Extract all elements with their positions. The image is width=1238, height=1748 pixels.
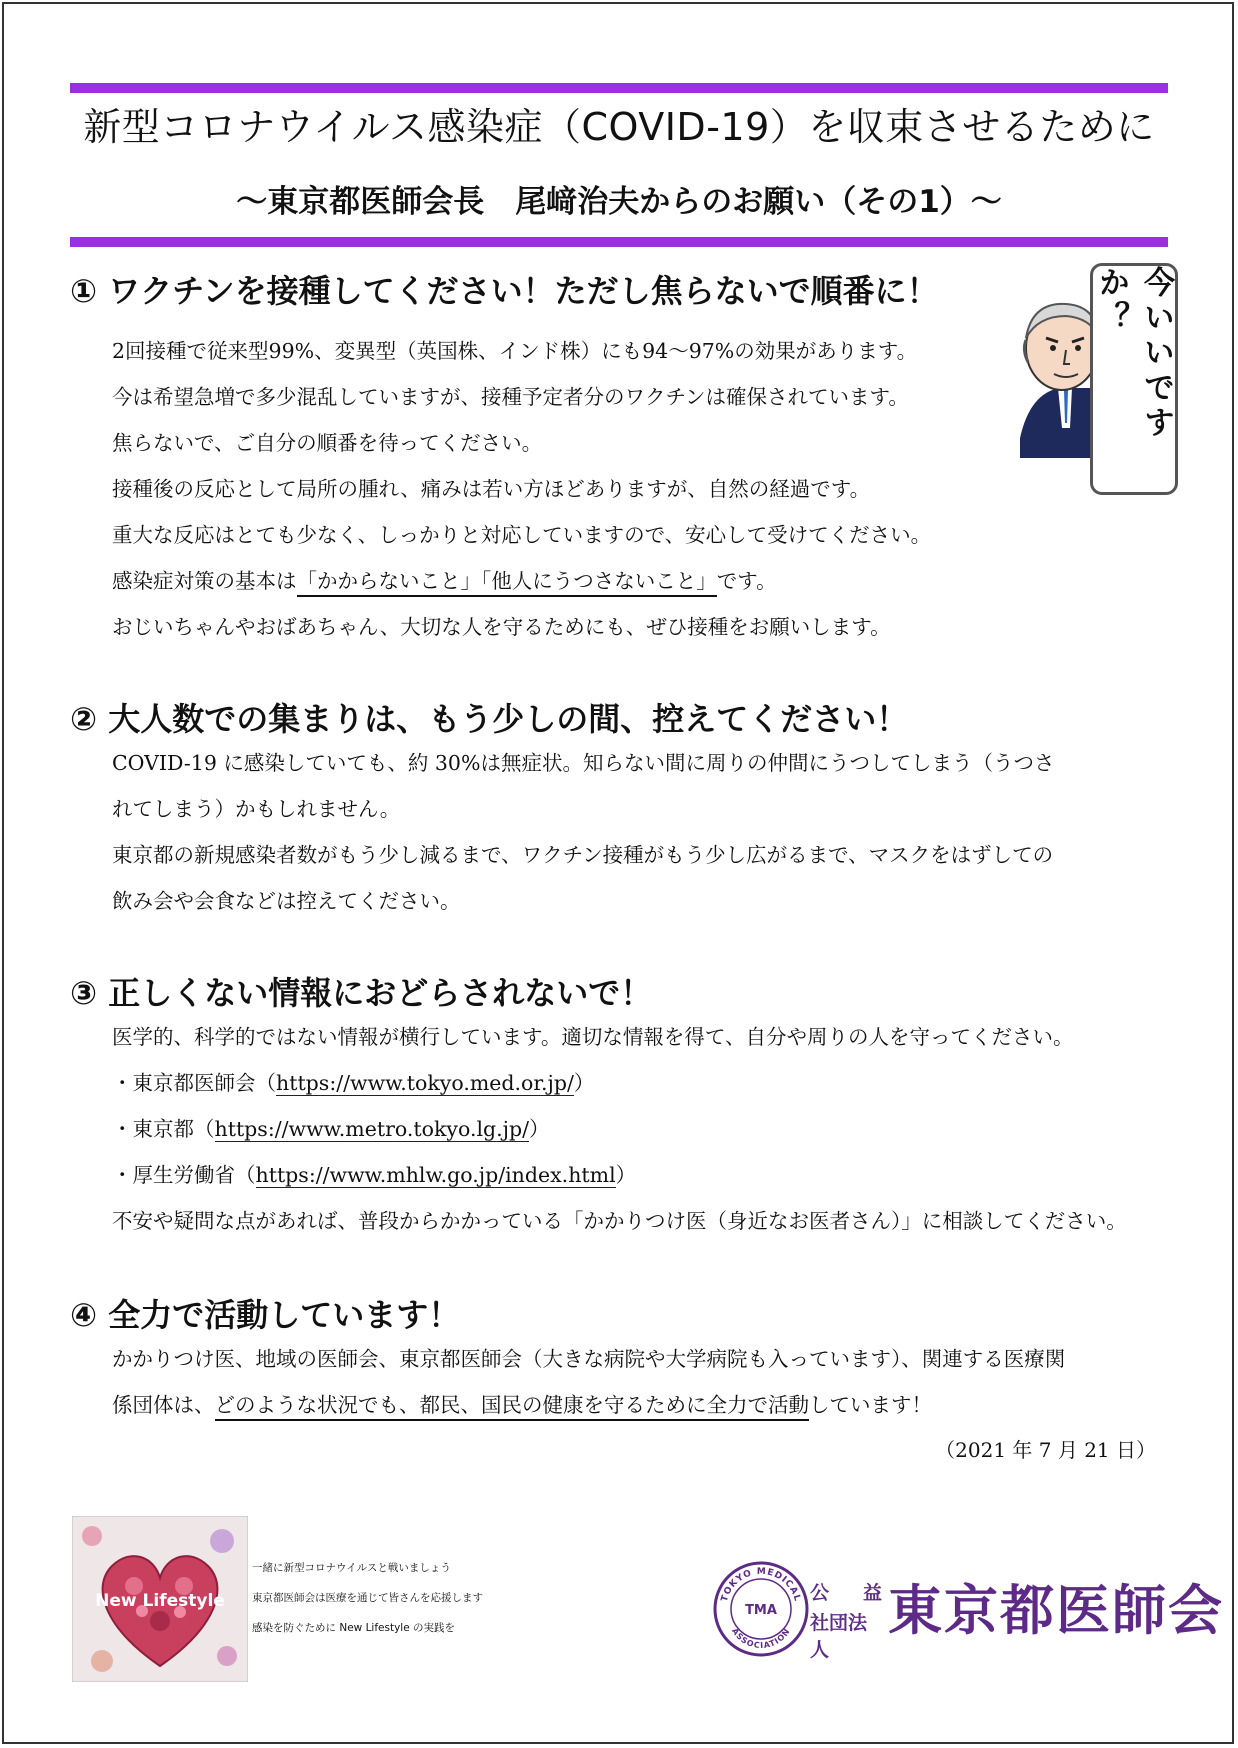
org-kind-label: 社団法人 — [810, 1612, 868, 1661]
section-1-line: 今は希望急増で多少混乱していますが、接種予定者分のワクチンは確保されています。 — [112, 385, 909, 409]
section-1-line: おじいちゃんやおばあちゃん、大切な人を守るためにも、ぜひ接種をお願いします。 — [112, 615, 891, 639]
doctor-illustration — [1010, 288, 1100, 458]
link-label: ・東京都（ — [112, 1117, 215, 1141]
link-url-mhlw[interactable]: https://www.mhlw.go.jp/index.html — [255, 1163, 616, 1187]
link-close: ） — [615, 1163, 637, 1187]
issue-date: （2021 年 7 月 21 日） — [935, 1438, 1156, 1462]
link-label: ・東京都医師会（ — [112, 1071, 276, 1095]
org-kind — [810, 1578, 882, 1661]
footer-tagline: 感染を防ぐために New Lifestyle の実践を — [252, 1622, 456, 1634]
section-3-intro: 医学的、科学的ではない情報が横行しています。適切な情報を得て、自分や周りの人を守ってください。 — [112, 1025, 1074, 1049]
basic-measures-prefix: 感染症対策の基本は — [112, 569, 297, 593]
section-1-line: 重大な反応はとても少なく、しっかりと対応していますので、安心して受けてください。 — [112, 523, 932, 547]
commitment-prefix: 係団体は、 — [112, 1393, 215, 1417]
link-close: ） — [529, 1117, 550, 1141]
tma-seal-logo — [712, 1560, 810, 1658]
section-1-line — [112, 558, 931, 604]
commitment-suffix: しています！ — [809, 1393, 932, 1417]
section-2-body — [112, 740, 1054, 924]
page-subtitle: ～東京都医師会長 尾﨑治夫からのお願い（その1）～ — [236, 184, 1002, 220]
seal-top-text: TOKYO MEDICAL — [719, 1566, 803, 1604]
section-2-heading: ② 大人数での集まりは、もう少しの間、控えてください！ — [70, 700, 909, 738]
section-2-line: COVID-19 に感染していても、約 30%は無症状。知らない間に周りの仲間にうつしてしまう（うつさ — [112, 751, 1055, 775]
seal-bottom-text: ASSOCIATION — [729, 1626, 793, 1651]
section-4-body — [112, 1336, 1065, 1428]
seal-center-text: TMA — [745, 1603, 777, 1618]
speech-bubble — [1090, 263, 1178, 495]
section-1-line: 2回接種で従来型99%、変異型（英国株、インド株）にも94～97%の効果があります。 — [112, 339, 918, 363]
section-1-line: 接種後の反応として局所の腫れ、痛みは若い方ほどありますが、自然の経過です。 — [112, 477, 871, 501]
section-4-line: かかりつけ医、地域の医師会、東京都医師会（大きな病院や大学病院も入っています）、関連する医療関 — [112, 1347, 1066, 1371]
org-kind-char: 益 — [862, 1582, 882, 1604]
section-2-line: れてしまう）かもしれません。 — [112, 797, 401, 821]
section-4-heading: ④ 全力で活動しています！ — [70, 1296, 461, 1334]
link-url-tokyo-metro[interactable]: https://www.metro.tokyo.lg.jp/ — [214, 1117, 530, 1141]
top-accent-rule — [70, 83, 1168, 93]
section-4-line — [112, 1382, 1065, 1428]
page-title: 新型コロナウイルス感染症（COVID-19）を収束させるために — [83, 105, 1155, 149]
org-kind-char: 公 — [810, 1582, 830, 1604]
footer-tagline: 一緒に新型コロナウイルスと戦いましょう — [252, 1562, 451, 1574]
speech-bubble-text: 今いいですか？ — [1093, 266, 1174, 441]
footer-tagline: 東京都医師会は医療を通じて皆さんを応援します — [252, 1592, 483, 1604]
link-mhlw — [112, 1152, 1127, 1198]
link-url-tokyo-medical[interactable]: https://www.tokyo.med.or.jp/ — [276, 1071, 574, 1095]
section-2-line: 飲み会や会食などは控えてください。 — [112, 889, 461, 913]
section-3-body — [112, 1014, 1127, 1244]
bottom-accent-rule — [70, 237, 1168, 247]
basic-measures-emphasis: 「かからないこと」「他人にうつさないこと」 — [297, 569, 717, 597]
section-3-outro: 不安や疑問な点があれば、普段からかかっている「かかりつけ医（身近なお医者さん）」に相談してください。 — [112, 1209, 1127, 1233]
link-tokyo-medical — [112, 1060, 1127, 1106]
link-tokyo-metro — [112, 1106, 1127, 1152]
commitment-emphasis: どのような状況でも、都民、国民の健康を守るために全力で活動 — [215, 1393, 810, 1421]
section-3-heading: ③ 正しくない情報におどらされないで！ — [70, 974, 653, 1012]
section-2-line: 東京都の新規感染者数がもう少し減るまで、ワクチン接種がもう少し広がるまで、マスクをはずしての — [112, 843, 1054, 867]
link-close: ） — [573, 1071, 595, 1095]
basic-measures-suffix: です。 — [716, 569, 777, 593]
organization-name: 東京都医師会 — [888, 1579, 1224, 1642]
new-lifestyle-poster — [72, 1516, 248, 1682]
link-label: ・厚生労働省（ — [112, 1163, 256, 1187]
section-1-heading: ① ワクチンを接種してください！ただし焦らないで順番に！ — [70, 272, 939, 310]
section-1-body — [112, 328, 931, 650]
section-1-line: 焦らないで、ご自分の順番を待ってください。 — [112, 431, 543, 455]
poster-text: New Lifestyle — [95, 1591, 225, 1611]
